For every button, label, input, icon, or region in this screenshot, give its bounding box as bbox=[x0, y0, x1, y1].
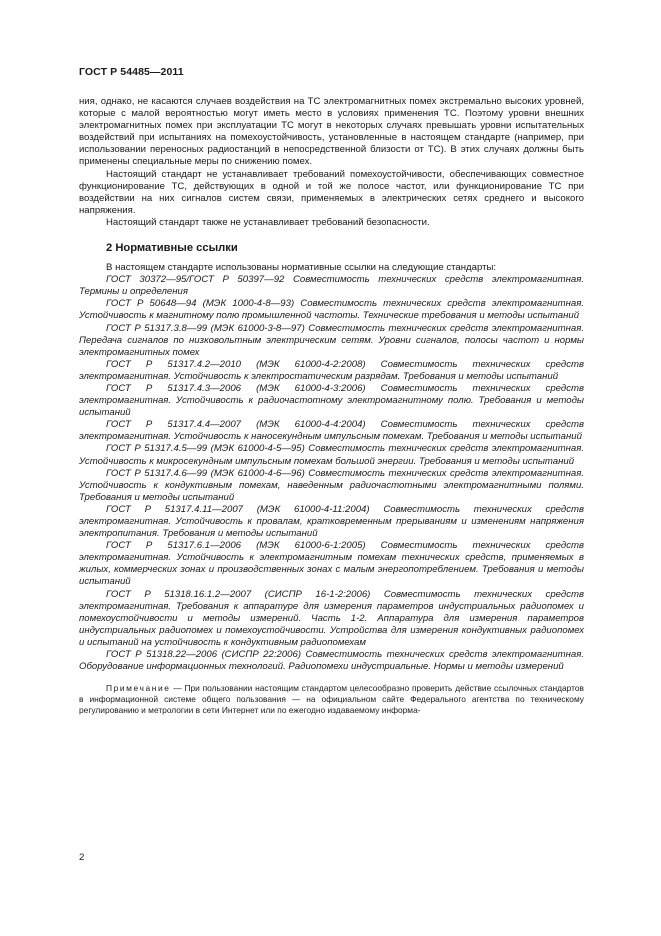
reference-item: ГОСТ Р 51317.6.1—2006 (МЭК 61000-6-1:2005) Совместимость технических средств электромагнитная. Устойчивость к электромагнитным помехам технических средств, применяемых в жилых, коммерческих зонах и производственных зонах с малым энергопотреблением. Требования и методы испытаний bbox=[79, 540, 584, 588]
note-paragraph bbox=[79, 683, 584, 716]
reference-item: ГОСТ Р 51317.4.6—99 (МЭК 61000-4-6—96) Совместимость технических средств электромагнитная. Устойчивость к кондуктивным помехам, наведенным радиочастотными электромагнитными полями. Требования и методы испытаний bbox=[79, 467, 584, 503]
note-text: — При пользовании настоящим стандартом целесообразно проверить действие ссылочных стандартов в информационной системе общего пользования — на официальном сайте Федерального агентства по техническому регулированию и метрологии в сети Интернет или по ежегодно издаваемому информа- bbox=[79, 683, 584, 716]
reference-item: ГОСТ Р 50648—94 (МЭК 1000-4-8—93) Совместимость технических средств электромагнитная. Устойчивость к магнитному полю промышленной частоты. Технические требования и методы испытаний bbox=[79, 298, 584, 322]
page-content bbox=[79, 96, 584, 716]
note-label: Примечание bbox=[106, 683, 171, 694]
reference-item: ГОСТ Р 51317.4.3—2006 (МЭК 61000-4-3:2006) Совместимость технических средств электромагнитная. Устойчивость к радиочастотному электромагнитному полю. Требования и методы испытаний bbox=[79, 382, 584, 419]
intro-paragraph: Настоящий стандарт не устанавливает требований помехоустойчивости, обеспечивающих совместное функционирование ТС, действующих в одной и той же полосе частот, или функционирование ТС при воздействии на них сигналов систем связи, применяемых в электрических сетях среднего и высокого напряжения. bbox=[79, 168, 584, 216]
section-heading: 2 Нормативные ссылки bbox=[106, 242, 238, 255]
reference-item: ГОСТ Р 51317.4.5—99 (МЭК 61000-4-5—95) Совместимость технических средств электромагнитная. Устойчивость к микросекундным импульсным помехам большой энергии. Требования и методы испытаний bbox=[79, 443, 584, 467]
reference-item: ГОСТ Р 51317.4.11—2007 (МЭК 61000-4-11:2004) Совместимость технических средств электромагнитная. Устойчивость к провалам, кратковременным прерываниям и изменениям напряжения электропитания. Требования и методы испытаний bbox=[79, 503, 584, 540]
intro-paragraph: ния, однако, не касаются случаев воздействия на ТС электромагнитных помех экстремально высоких уровней, которые с малой вероятностью могут иметь место в условиях применения ТС. Поэтому уровни внешних электромагнитных помех при эксплуатации ТС могут в некоторых случаях превышать уровни испытательных воздействий при испытаниях на помехоустойчивость, установленные в настоящем стандарте (например, при использовании переносных радиостанций в непосредственной близости от ТС). В этих случаях должны быть применены специальные меры по снижению помех. bbox=[79, 96, 584, 168]
reference-item: ГОСТ Р 51317.3.8—99 (МЭК 61000-3-8—97) Совместимость технических средств электромагнитная. Передача сигналов по низковольтным электрическим сетям. Уровни сигналов, полосы частот и нормы электромагнитных помех bbox=[79, 322, 584, 358]
page-number: 2 bbox=[79, 852, 85, 863]
reference-item: ГОСТ Р 51317.4.2—2010 (МЭК 61000-4-2:2008) Совместимость технических средств электромагнитная. Устойчивость к электростатическим разрядам. Требования и методы испытаний bbox=[79, 358, 584, 382]
reference-item: ГОСТ 30372—95/ГОСТ Р 50397—92 Совместимость технических средств электромагнитная. Термины и определения bbox=[79, 274, 584, 298]
section-lead: В настоящем стандарте использованы нормативные ссылки на следующие стандарты: bbox=[106, 262, 497, 274]
document-header: ГОСТ Р 54485—2011 bbox=[79, 66, 184, 78]
reference-item: ГОСТ Р 51317.4.4—2007 (МЭК 61000-4-4:2004) Совместимость технических средств электромагнитная. Устойчивость к наносекундным импульсным помехам. Требования и методы испытаний bbox=[79, 419, 584, 443]
intro-paragraph: Настоящий стандарт также не устанавливает требований безопасности. bbox=[106, 216, 430, 228]
reference-item: ГОСТ Р 51318.22—2006 (СИСПР 22:2006) Совместимость технических средств электромагнитная. Оборудование информационных технологий. Радиопомехи индустриальные. Нормы и методы измерений bbox=[79, 649, 584, 673]
reference-item: ГОСТ Р 51318.16.1.2—2007 (СИСПР 16-1-2:2006) Совместимость технических средств электромагнитная. Требования к аппаратуре для измерения параметров индустриальных радиопомех и помехоустойчивости и методы измерений. Часть 1-2. Аппаратура для измерения параметров индустриальных радиопомех и помехоустойчивости. Устройства для измерения кондуктивных радиопомех и испытаний на устойчивость к кондуктивным радиопомехам bbox=[79, 588, 584, 648]
